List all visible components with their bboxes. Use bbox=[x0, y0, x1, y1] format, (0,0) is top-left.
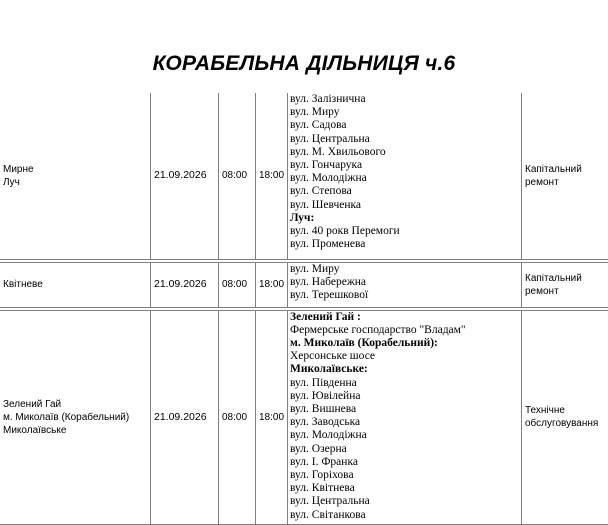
street-name: вул. Миру bbox=[290, 263, 521, 276]
start-time-cell bbox=[219, 262, 256, 307]
addresses-cell bbox=[288, 262, 522, 307]
outage-date: 21.09.2026 bbox=[154, 278, 207, 290]
street-name: вул. Залізнична bbox=[290, 93, 521, 106]
locality-heading: Миколаївське: bbox=[290, 363, 521, 376]
work-type: ремонт bbox=[525, 285, 608, 298]
settlement-name: Квітневе bbox=[3, 278, 150, 291]
page-title: КОРАБЕЛЬНА ДІЛЬНИЦЯ ч.6 bbox=[0, 52, 608, 76]
work-type: Капітальний bbox=[525, 272, 608, 285]
street-name: вул. Центральна bbox=[290, 495, 521, 508]
street-name: вул. Степова bbox=[290, 185, 521, 198]
start-time-cell bbox=[219, 93, 256, 259]
work-type-cell bbox=[522, 93, 608, 259]
street-name: вул. Терешкової bbox=[290, 289, 521, 302]
table-row bbox=[0, 262, 608, 307]
street-name: вул. Озерна bbox=[290, 443, 521, 456]
settlement-cell bbox=[0, 262, 151, 307]
street-name: вул. Світанкова bbox=[290, 509, 521, 522]
street-name: вул. Миру bbox=[290, 106, 521, 119]
street-name: Фермерське господарство "Владам" bbox=[290, 324, 521, 337]
work-type: Технічне bbox=[525, 404, 608, 417]
table-row bbox=[0, 310, 608, 524]
work-type-cell bbox=[522, 262, 608, 307]
settlement-name: Миколаївське bbox=[3, 424, 150, 437]
street-name: вул. Південна bbox=[290, 377, 521, 390]
street-name: вул. Горіхова bbox=[290, 469, 521, 482]
street-name: вул. І. Франка bbox=[290, 456, 521, 469]
street-name: вул. Шевченка bbox=[290, 199, 521, 212]
end-time: 18:00 bbox=[259, 279, 284, 290]
work-type: Капітальний bbox=[525, 163, 608, 176]
start-time-cell bbox=[219, 310, 256, 524]
settlement-cell bbox=[0, 310, 151, 524]
addresses-cell bbox=[288, 93, 522, 259]
locality-heading: м. Миколаїв (Корабельний): bbox=[290, 337, 521, 350]
work-type: ремонт bbox=[525, 176, 608, 189]
work-type: обслуговування bbox=[525, 417, 608, 430]
end-time: 18:00 bbox=[259, 170, 284, 181]
street-name: вул. Заводська bbox=[290, 416, 521, 429]
end-time-cell bbox=[256, 93, 288, 259]
street-name: вул. Гончарука bbox=[290, 159, 521, 172]
street-name: вул. Молодіжна bbox=[290, 172, 521, 185]
outage-date: 21.09.2026 bbox=[154, 411, 207, 423]
start-time: 08:00 bbox=[222, 170, 247, 181]
street-name: вул. Садова bbox=[290, 119, 521, 132]
settlement-name: Зелений Гай bbox=[3, 398, 150, 411]
start-time: 08:00 bbox=[222, 279, 247, 290]
end-time-cell bbox=[256, 310, 288, 524]
addresses-cell bbox=[288, 310, 522, 524]
street-name: вул. Центральна bbox=[290, 133, 521, 146]
table-row bbox=[0, 93, 608, 259]
street-name: Херсонське шосе bbox=[290, 350, 521, 363]
start-time: 08:00 bbox=[222, 412, 247, 423]
date-cell bbox=[151, 262, 219, 307]
work-type-cell bbox=[522, 310, 608, 524]
end-time-cell bbox=[256, 262, 288, 307]
street-name: вул. 40 рокв Перемоги bbox=[290, 225, 521, 238]
end-time: 18:00 bbox=[259, 412, 284, 423]
outage-schedule-table bbox=[0, 93, 608, 525]
settlement-cell bbox=[0, 93, 151, 259]
street-name: вул. Вишнева bbox=[290, 403, 521, 416]
locality-heading: Зелений Гай : bbox=[290, 311, 521, 324]
street-name: вул. Набережна bbox=[290, 276, 521, 289]
locality-heading: Луч: bbox=[290, 212, 521, 225]
date-cell bbox=[151, 310, 219, 524]
settlement-name: Луч bbox=[3, 176, 150, 189]
outage-date: 21.09.2026 bbox=[154, 169, 207, 181]
settlement-name: м. Миколаїв (Корабельний) bbox=[3, 411, 150, 424]
street-name: вул. Променева bbox=[290, 238, 521, 251]
street-name: вул. Ювілейна bbox=[290, 390, 521, 403]
street-name: вул. М. Хвильового bbox=[290, 146, 521, 159]
settlement-name: Мирне bbox=[3, 163, 150, 176]
date-cell bbox=[151, 93, 219, 259]
street-name: вул. Квітнева bbox=[290, 482, 521, 495]
street-name: вул. Молодіжна bbox=[290, 429, 521, 442]
